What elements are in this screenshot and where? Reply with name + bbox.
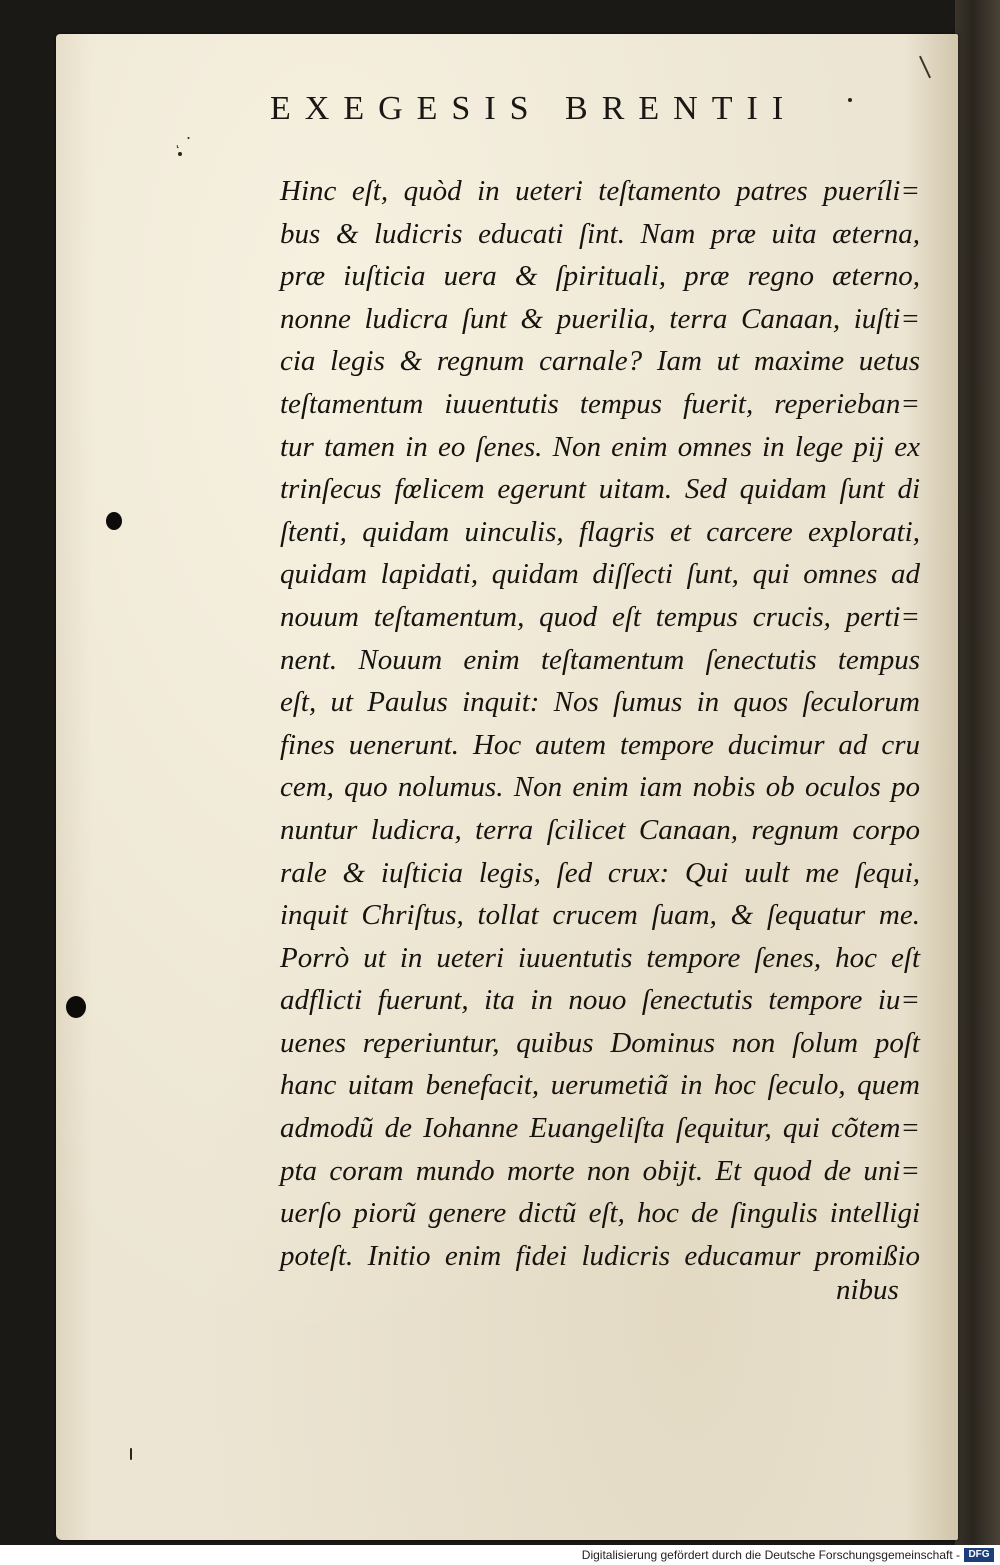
text-line: Hinc eſt, quòd in ueteri teſtamento patres pueríli=: [280, 175, 920, 207]
footer-bar: [0, 1545, 1000, 1565]
text-line: quidam lapidati, quidam diſſecti ſunt, qui omnes ad: [280, 558, 920, 591]
dfg-logo: DFG: [964, 1548, 994, 1562]
text-line: Porrò ut in ueteri iuuentutis tempore ſenes, hoc eſt: [280, 941, 920, 974]
text-line: fines uenerunt. Hoc autem tempore ducimur ad cru: [280, 728, 920, 761]
text-line: eſt, ut Paulus inquit: Nos ſumus in quos ſeculorum: [280, 686, 920, 719]
text-line: rale & iuſticia legis, ſed crux: Qui uult me ſequi,: [280, 856, 920, 889]
text-line: admodũ de Iohanne Euangeliſta ſequitur, qui cõtem=: [280, 1112, 920, 1145]
text-line: teſtamentum iuuentutis tempus fuerit, reperieban=: [280, 387, 920, 420]
text-line: nent. Nouum enim teſtamentum ſenectutis tempus: [280, 643, 920, 676]
text-line: nonne ludicra ſunt & puerilia, terra Canaan, iuſti=: [280, 302, 920, 335]
folio-mark: ͺ ·: [175, 128, 192, 148]
text-line: cem, quo nolumus. Non enim iam nobis ob oculos po: [280, 771, 920, 804]
text-line: ſtenti, quidam uinculis, flagris et carcere explorati,: [280, 515, 920, 548]
book-edge: [955, 0, 1000, 1545]
text-line: adflicti fuerunt, ita in nouo ſenectutis tempore iu=: [280, 984, 920, 1017]
text-line: nouum teſtamentum, quod eſt tempus crucis, perti=: [280, 600, 920, 633]
running-title: EXEGESIS BRENTII: [270, 90, 798, 127]
text-line: uenes reperiuntur, quibus Dominus non ſolum poſt: [280, 1026, 920, 1059]
text-line: nuntur ludicra, terra ſcilicet Canaan, regnum corpo: [280, 813, 920, 846]
ink-speck: [130, 1448, 132, 1460]
text-line: trinſecus fœlicem egerunt uitam. Sed quidam ſunt di: [280, 473, 920, 506]
text-line: cia legis & regnum carnale? Iam ut maxime uetus: [280, 345, 920, 378]
binding-hole: [66, 996, 86, 1018]
text-line: hanc uitam benefacit, uerumetiã in hoc ſeculo, quem: [280, 1069, 920, 1102]
text-line: tur tamen in eo ſenes. Non enim omnes in lege pij ex: [280, 430, 920, 463]
text-line: inquit Chriſtus, tollat crucem ſuam, & ſequatur me.: [280, 899, 920, 932]
body-text: [280, 170, 920, 1277]
text-line: poteſt. Initio enim fidei ludicris educamur promißio: [280, 1239, 920, 1272]
text-line: pta coram mundo morte non obijt. Et quod de uni=: [280, 1154, 920, 1187]
text-line: bus & ludicris educati ſint. Nam præ uita æterna,: [280, 217, 920, 250]
text-line: uerſo piorũ genere dictũ eſt, hoc de ſingulis intelligi: [280, 1197, 920, 1230]
catchword: nibus: [836, 1274, 899, 1306]
ink-speck: [178, 152, 182, 156]
binding-hole: [106, 512, 122, 530]
text-line: præ iuſticia uera & ſpirituali, præ regno æterno,: [280, 260, 920, 293]
funding-credit: Digitalisierung gefördert durch die Deutsche Forschungsgemeinschaft -: [581, 1548, 960, 1562]
